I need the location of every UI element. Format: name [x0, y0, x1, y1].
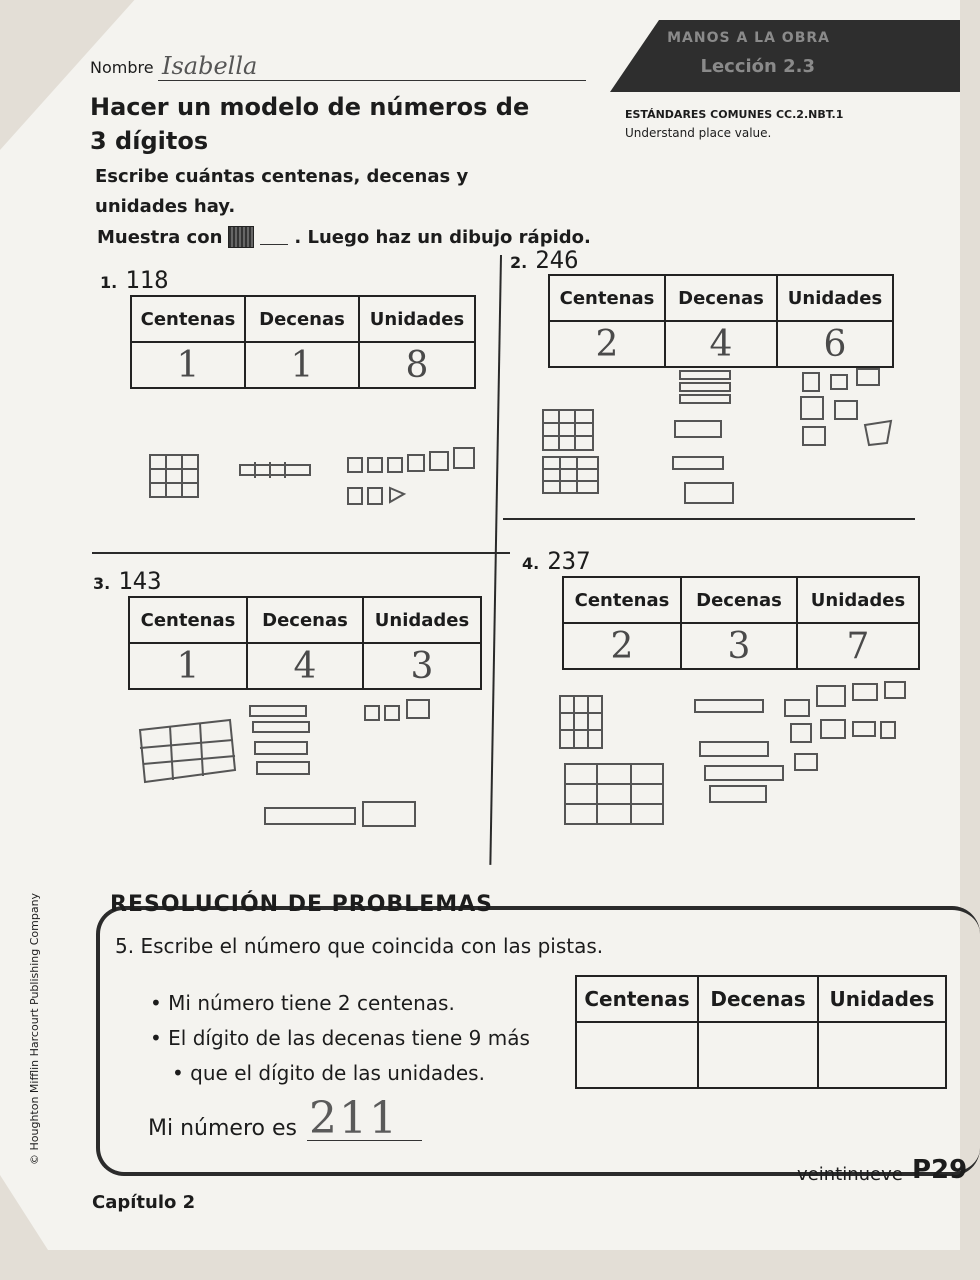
- answer-cell[interactable]: 3: [363, 643, 481, 689]
- answer-cell[interactable]: 4: [665, 321, 777, 367]
- answer-cell[interactable]: 4: [247, 643, 363, 689]
- answer-cell[interactable]: [698, 1022, 818, 1088]
- col-unidades: Unidades: [777, 275, 893, 321]
- answer-cell[interactable]: 8: [359, 342, 475, 388]
- answer-cell[interactable]: 2: [549, 321, 665, 367]
- answer-cell[interactable]: 1: [131, 342, 245, 388]
- page-title: Hacer un modelo de números de 3 dígitos: [90, 93, 530, 155]
- col-unidades: Unidades: [363, 597, 481, 643]
- lesson-label: Lección 2.3: [700, 56, 815, 77]
- problem-solving-heading: RESOLUCIÓN DE PROBLEMAS: [110, 892, 494, 917]
- place-value-table-1: [130, 295, 476, 389]
- problem-4-number: 4. 237: [522, 547, 591, 575]
- divider-right: [503, 518, 915, 520]
- col-centenas: Centenas: [576, 976, 698, 1022]
- quick-drawing-2: [535, 365, 905, 515]
- chapter-label: Capítulo 2: [92, 1192, 196, 1213]
- name-field[interactable]: [158, 80, 586, 81]
- col-unidades: Unidades: [818, 976, 946, 1022]
- col-centenas: Centenas: [131, 296, 245, 342]
- place-value-table-2: [548, 274, 894, 368]
- col-decenas: Decenas: [245, 296, 359, 342]
- col-unidades: Unidades: [797, 577, 919, 623]
- answer-cell[interactable]: 1: [129, 643, 247, 689]
- problem-2-number: 2. 246: [510, 246, 579, 274]
- answer-line: [148, 1093, 422, 1144]
- answer-cell[interactable]: 1: [245, 342, 359, 388]
- place-value-table-4: [562, 576, 920, 670]
- name-label: Nombre: [90, 58, 154, 77]
- answer-cell[interactable]: 7: [797, 623, 919, 669]
- col-centenas: Centenas: [563, 577, 681, 623]
- name-handwritten: Isabella: [162, 52, 258, 80]
- instruction-post: . Luego haz un dibujo rápido.: [294, 226, 591, 248]
- col-decenas: Decenas: [665, 275, 777, 321]
- clue-2b: • que el dígito de las unidades.: [172, 1056, 485, 1090]
- col-unidades: Unidades: [359, 296, 475, 342]
- hundred-block-icon: [228, 226, 254, 248]
- col-decenas: Decenas: [681, 577, 797, 623]
- divider-left: [92, 552, 510, 554]
- instruction-line2: [97, 226, 591, 248]
- standards-desc: Understand place value.: [625, 126, 772, 140]
- copyright-notice: © Houghton Mifflin Harcourt Publishing Company: [28, 892, 41, 1165]
- clue-2: • El dígito de las decenas tiene 9 más: [150, 1021, 530, 1055]
- question-5: 5. Escribe el número que coincida con las pistas.: [115, 934, 604, 958]
- page-number: P29: [912, 1155, 968, 1185]
- answer-label: Mi número es: [148, 1116, 297, 1141]
- instruction-blank: [260, 230, 288, 245]
- answer-handwritten: 211: [308, 1093, 399, 1144]
- page-word: veintinueve: [797, 1164, 903, 1185]
- col-decenas: Decenas: [698, 976, 818, 1022]
- quick-drawing-4: [555, 672, 915, 832]
- problem-1-number: 1. 118: [100, 266, 169, 294]
- answer-field[interactable]: [307, 1093, 422, 1144]
- answer-cell[interactable]: 2: [563, 623, 681, 669]
- program-label: MANOS A LA OBRA: [667, 30, 830, 46]
- clue-1: • Mi número tiene 2 centenas.: [150, 986, 455, 1020]
- quick-drawing-3: [135, 690, 495, 850]
- answer-cell[interactable]: 3: [681, 623, 797, 669]
- place-value-table-3: [128, 596, 482, 690]
- answer-cell[interactable]: [576, 1022, 698, 1088]
- quick-drawing-1: [140, 440, 500, 530]
- instruction-pre: Muestra con: [97, 226, 223, 248]
- instruction-line1: Escribe cuántas centenas, decenas y unidades hay.: [95, 166, 469, 217]
- answer-cell[interactable]: 6: [777, 321, 893, 367]
- problem-3-number: 3. 143: [93, 567, 162, 595]
- place-value-table-5: [575, 975, 947, 1089]
- col-decenas: Decenas: [247, 597, 363, 643]
- standards-code: ESTÁNDARES COMUNES CC.2.NBT.1: [625, 108, 844, 121]
- col-centenas: Centenas: [129, 597, 247, 643]
- answer-cell[interactable]: [818, 1022, 946, 1088]
- col-centenas: Centenas: [549, 275, 665, 321]
